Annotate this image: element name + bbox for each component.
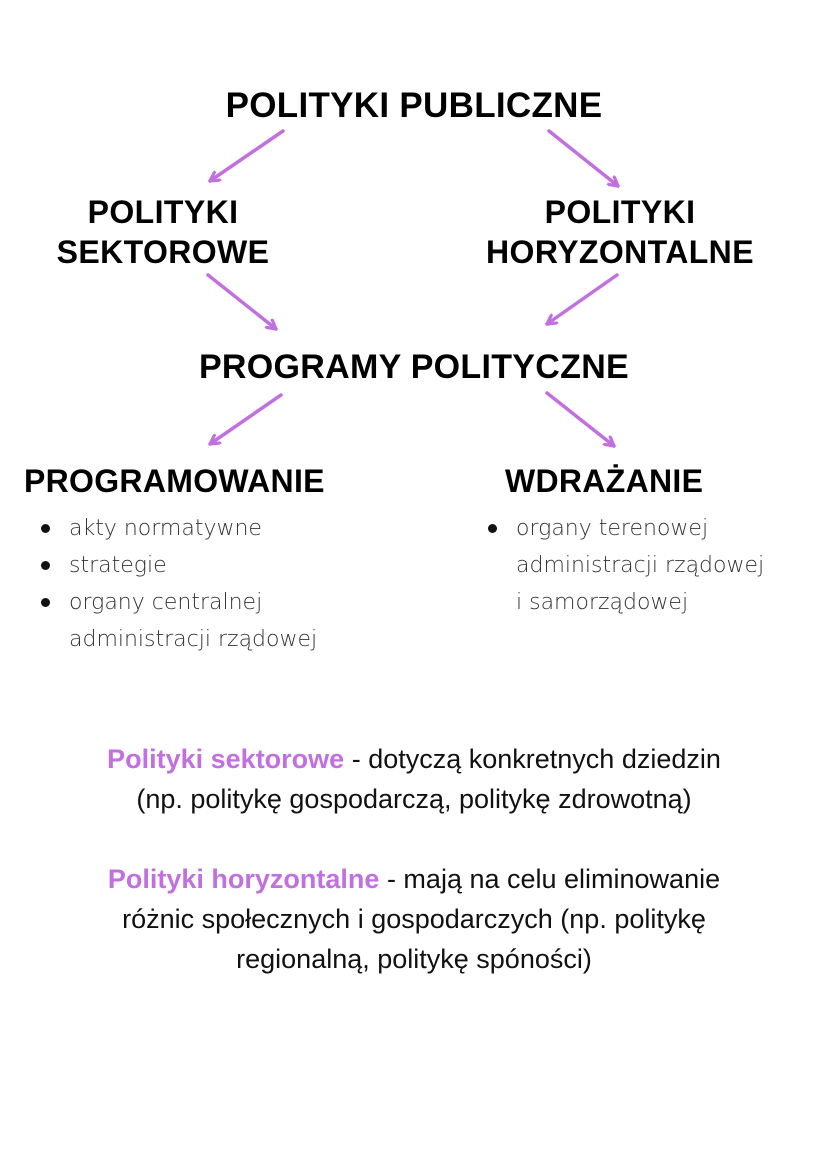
list-item-text: organy centralnej <box>69 590 263 615</box>
definition-horizontal-line-2: różnic społecznych i gospodarczych (np. politykę <box>122 904 706 934</box>
list-item <box>41 547 371 584</box>
bullet-dot <box>41 524 50 533</box>
definition-horizontal-text: - mają na celu eliminowanie <box>379 864 721 894</box>
definition-sectoral-text: - dotyczą konkretnych dziedzin <box>344 744 721 774</box>
node-sectoral-line-2: SEKTOROWE <box>56 234 270 270</box>
definition-sectoral-line-2: (np. politykę gospodarczą, politykę zdrowotną) <box>136 784 692 814</box>
arrow-top-to-sectoral <box>210 131 283 181</box>
term-horizontal: Polityki horyzontalne <box>107 864 380 894</box>
implementation-list <box>488 510 818 621</box>
bullet-dot <box>41 598 50 607</box>
list-item <box>41 510 371 547</box>
arrow-horizontal-to-programs <box>547 275 617 324</box>
arrow-top-to-horizontal <box>549 131 618 186</box>
bullet-dot <box>41 561 50 570</box>
list-item <box>488 510 818 621</box>
programming-list <box>41 510 371 658</box>
list-item-text-continued: i samorządowej <box>516 590 689 615</box>
definition-horizontal-line-1 <box>40 859 788 899</box>
arrow-programs-to-implementation <box>547 393 614 446</box>
list-item-text: strategie <box>69 553 167 578</box>
definition-sectoral-line-1 <box>40 739 788 779</box>
definition-sectoral <box>40 739 788 819</box>
node-sectoral-policies <box>20 192 306 272</box>
arrow-sectoral-to-programs <box>208 275 276 329</box>
node-horizontal-line-2: HORYZONTALNE <box>486 234 754 270</box>
definition-horizontal-line-3: regionalną, politykę spóności) <box>236 944 592 974</box>
heading-programming: PROGRAMOWANIE <box>24 463 325 499</box>
list-item-text: organy terenowej <box>516 516 709 541</box>
list-item-text: akty normatywne <box>69 516 262 541</box>
list-item-text-continued: administracji rządowej <box>516 553 765 578</box>
list-item <box>41 584 371 658</box>
node-public-policies: POLITYKI PUBLICZNE <box>225 86 603 125</box>
list-item-text-continued: administracji rządowej <box>69 627 318 652</box>
node-policy-programs: PROGRAMY POLITYCZNE <box>198 348 630 386</box>
heading-implementation: WDRAŻANIE <box>505 463 704 499</box>
bullet-dot <box>488 524 497 533</box>
term-sectoral: Polityki sektorowe <box>107 744 345 774</box>
node-horizontal-policies <box>455 192 785 272</box>
node-horizontal-line-1: POLITYKI <box>544 194 696 230</box>
definition-horizontal <box>40 859 788 979</box>
node-sectoral-line-1: POLITYKI <box>87 194 239 230</box>
arrow-programs-to-programming <box>210 395 281 444</box>
